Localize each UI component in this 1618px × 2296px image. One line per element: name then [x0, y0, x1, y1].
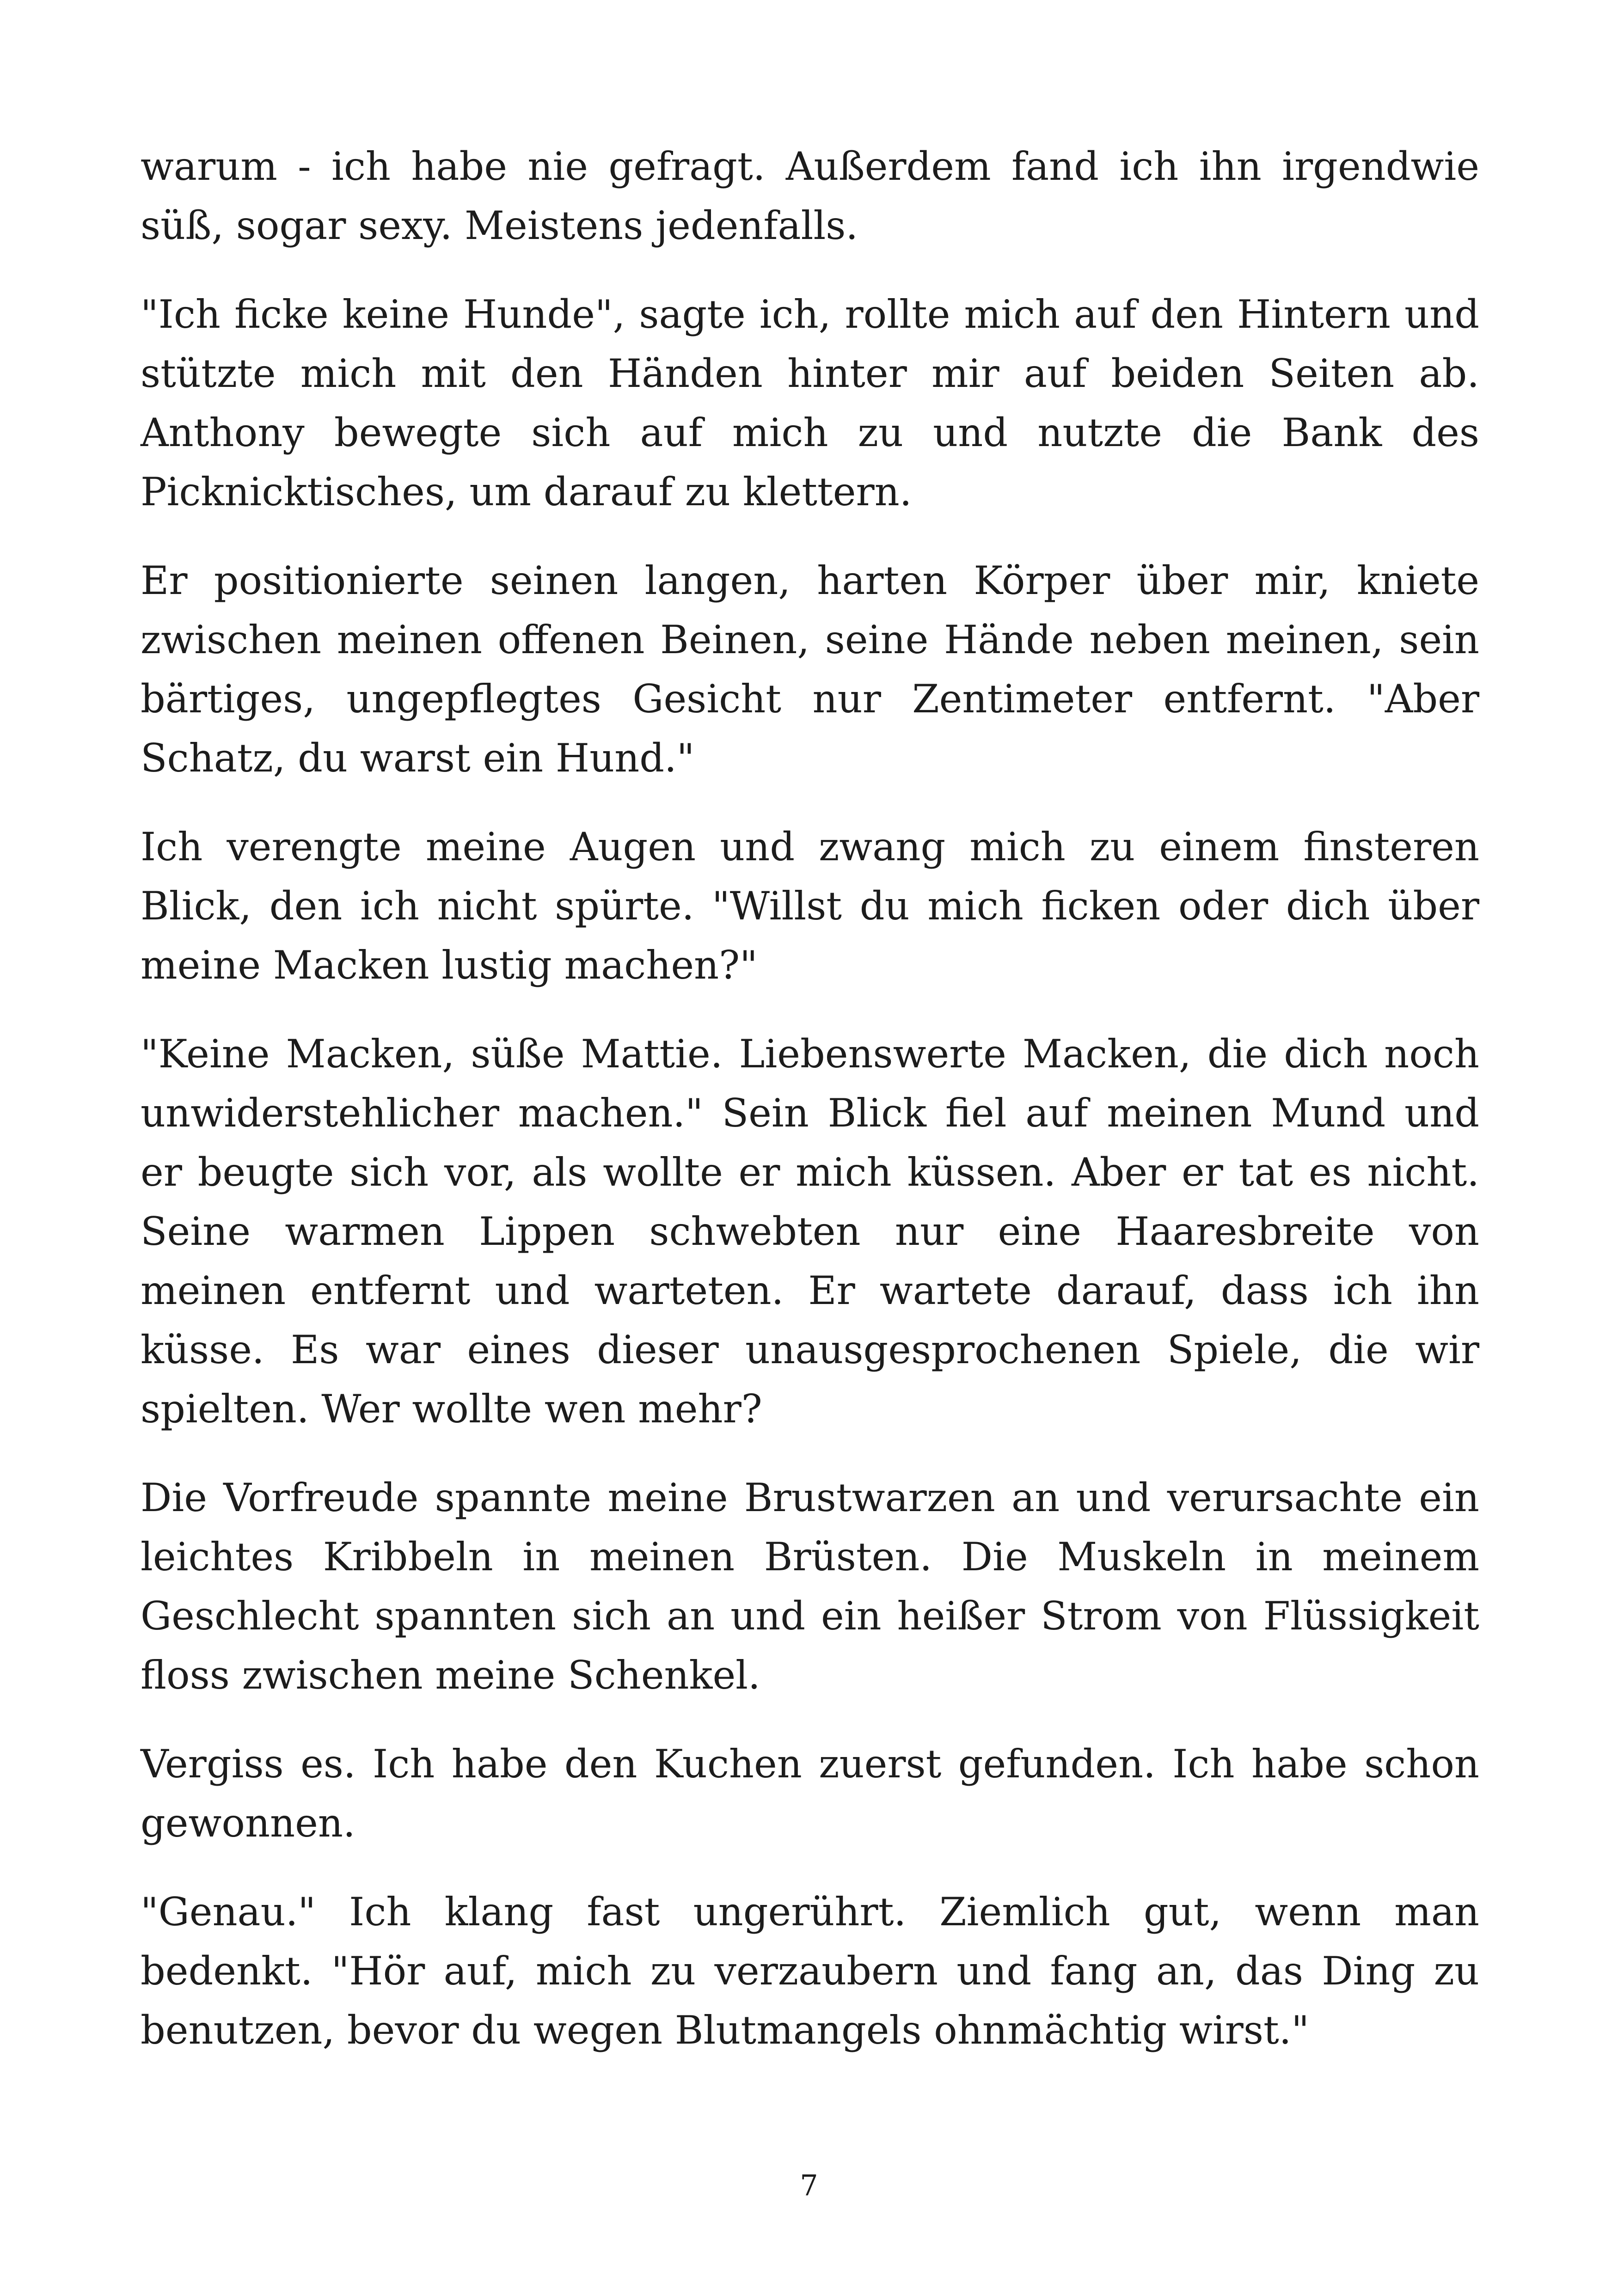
paragraph: "Genau." Ich klang fast ungerührt. Ziemlich gut, wenn man bedenkt. "Hör auf, mich zu verzaubern und fang an, das Ding zu benutzen, bevor du wegen Blutmangels ohnmächtig wirst." [141, 1889, 1479, 2053]
paragraph: "Ich ficke keine Hunde", sagte ich, rollte mich auf den Hintern und stützte mich mit den Händen hinter mir auf beiden Seiten ab. Anthony bewegte sich auf mich zu und nutzte die Bank des Picknicktisches, um darauf zu klettern. [141, 292, 1479, 514]
paragraph: Die Vorfreude spannte meine Brustwarzen an und verursachte ein leichtes Kribbeln in meinen Brüsten. Die Muskeln in meinem Geschlecht spannten sich an und ein heißer Strom von Flüssigkeit floss zwischen meine Schenkel. [141, 1475, 1479, 1698]
paragraph: Vergiss es. Ich habe den Kuchen zuerst gefunden. Ich habe schon gewonnen. [141, 1741, 1479, 1846]
paragraph: Er positionierte seinen langen, harten Körper über mir, kniete zwischen meinen offenen Beinen, seine Hände neben meinen, sein bärtiges, ungepflegtes Gesicht nur Zentimeter entfernt. "Aber Schatz, du warst ein Hund." [141, 558, 1479, 781]
paragraph: warum - ich habe nie gefragt. Außerdem fand ich ihn irgendwie süß, sogar sexy. Meistens jedenfalls. [141, 144, 1479, 248]
body-text [141, 137, 1479, 2089]
paragraph: Ich verengte meine Augen und zwang mich zu einem finsteren Blick, den ich nicht spürte. "Willst du mich ficken oder dich über meine Macken lustig machen?" [141, 824, 1479, 988]
paragraph: "Keine Macken, süße Mattie. Liebenswerte Macken, die dich noch unwiderstehlicher machen." Sein Blick fiel auf meinen Mund und er beugte sich vor, als wollte er mich küssen. Aber er tat es nicht. Seine warmen Lippen schwebten nur eine Haaresbreite von meinen entfernt und warteten. Er wartete darauf, dass ich ihn küsse. Es war eines dieser unausgesprochenen Spiele, die wir spielten. Wer wollte wen mehr? [141, 1031, 1479, 1432]
page-number: 7 [800, 2168, 818, 2202]
